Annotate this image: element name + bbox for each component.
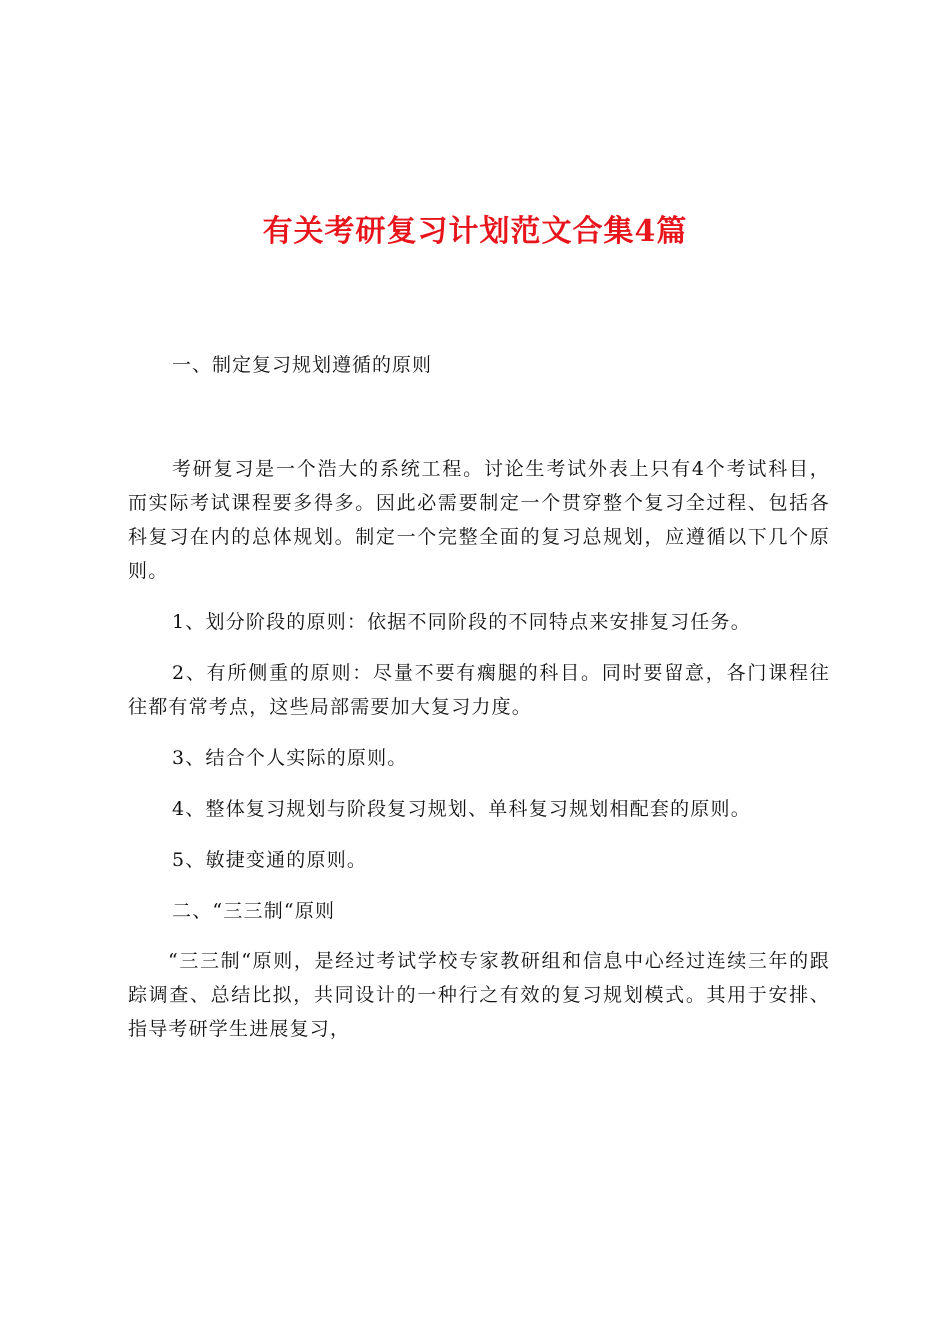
paragraph-intro: 考研复习是一个浩大的系统工程。讨论生考试外表上只有4个考试科目，而实际考试课程要多得多。因此必需要制定一个贯穿整个复习全过程、包括各科复习在内的总体规划。制定一个完整全面的复习总规划，应遵循以下几个原则。 <box>128 458 830 582</box>
paragraph-principle-5: 5、敏捷变通的原则。 <box>172 849 368 871</box>
document-title: 有关考研复习计划范文合集4篇 <box>262 214 688 249</box>
section-heading-principles: 一、制定复习规划遵循的原则 <box>172 354 433 376</box>
document-body <box>128 452 830 1063</box>
paragraph-three-three: “三三制“原则，是经过考试学校专家教研组和信息中心经过连续三年的跟踪调查、总结比拟，共同设计的一种行之有效的复习规划模式。其用于安排、指导考研学生进展复习， <box>128 950 830 1040</box>
paragraph-principle-2: 2、有所侧重的原则：尽量不要有瘸腿的科目。同时要留意，各门课程往往都有常考点，这些局部需要加大复习力度。 <box>128 662 830 718</box>
section-heading-three-three: 二、“三三制“原则 <box>172 900 336 922</box>
paragraph-principle-4: 4、整体复习规划与阶段复习规划、单科复习规划相配套的原则。 <box>172 798 751 820</box>
paragraph-principle-1: 1、划分阶段的原则：依据不同阶段的不同特点来安排复习任务。 <box>172 611 751 633</box>
paragraph-principle-3: 3、结合个人实际的原则。 <box>172 747 408 769</box>
